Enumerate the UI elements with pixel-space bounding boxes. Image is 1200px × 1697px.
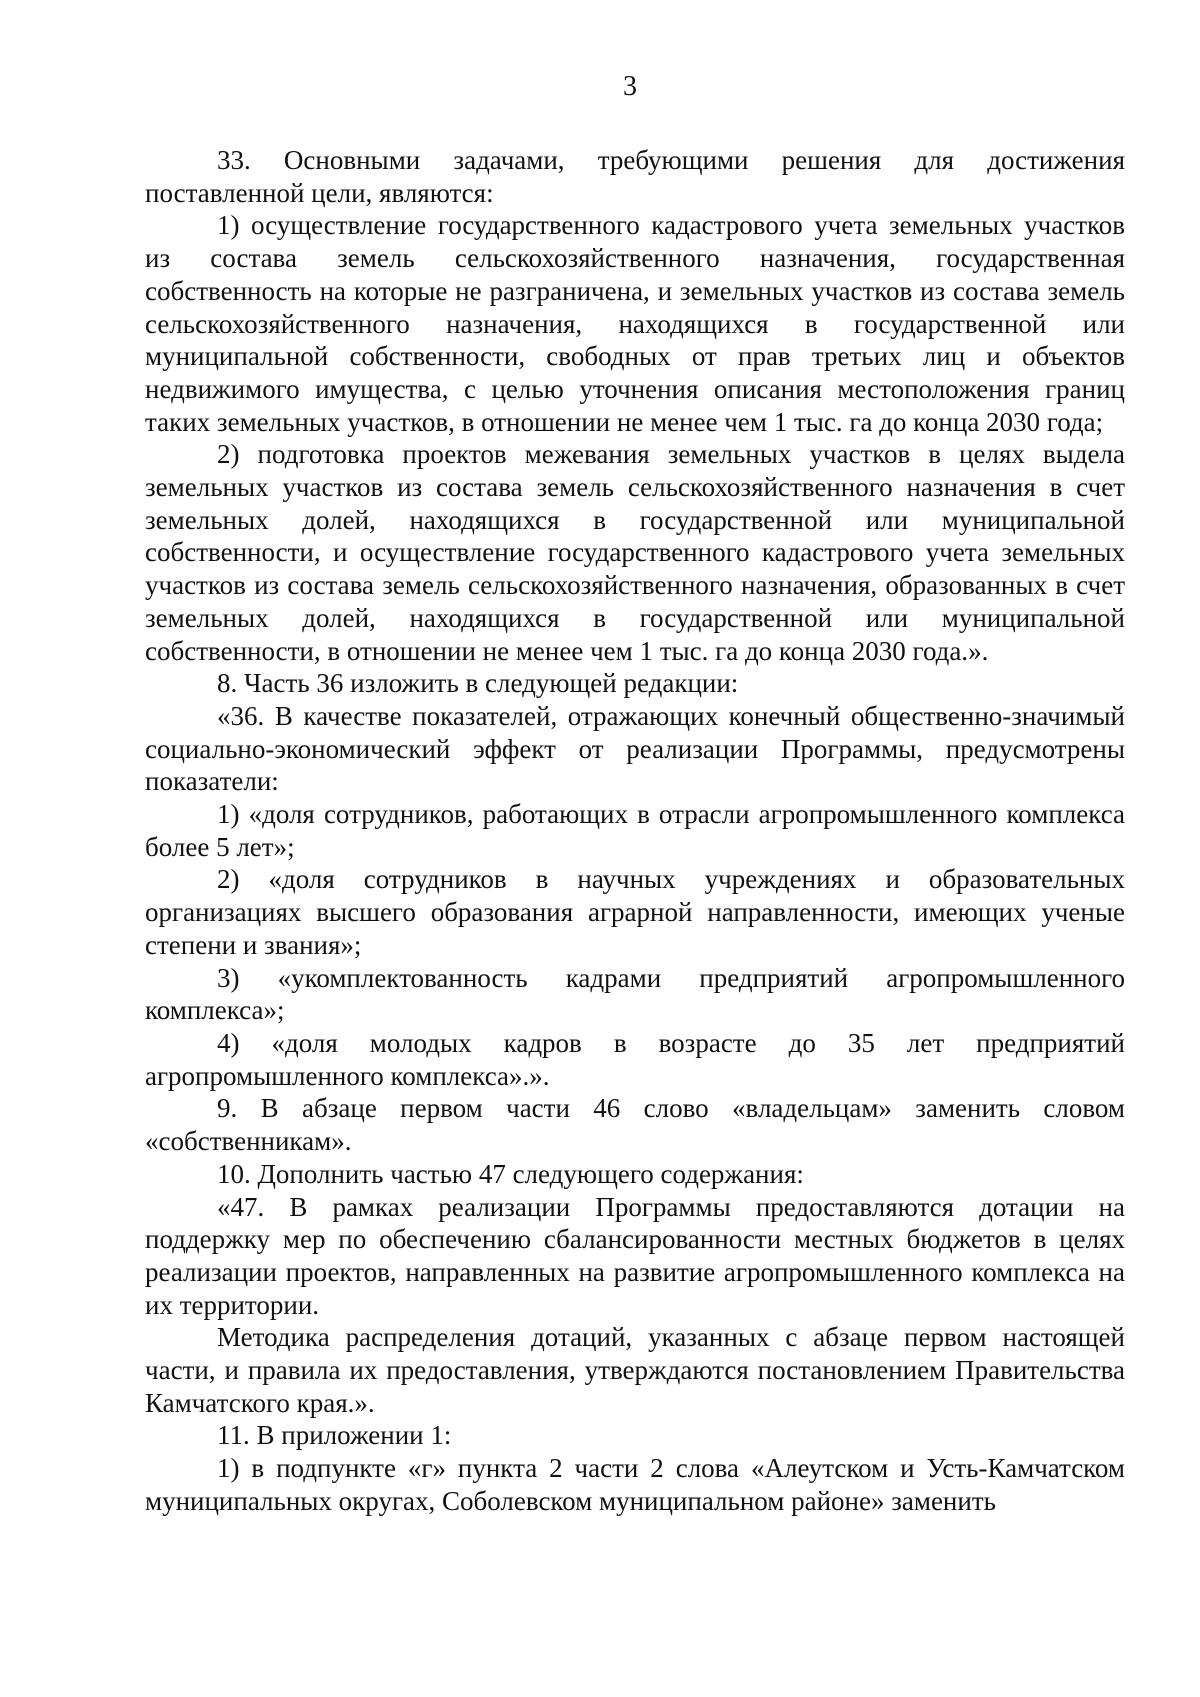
paragraph-47: «47. В рамках реализации Программы предоставляются дотации на поддержку мер по обеспечению сбалансированности местных бюджетов в целях реализации проектов, направленных на развитие агропромышленного комплекса на их территории. bbox=[145, 1191, 1125, 1320]
page-number: 3 bbox=[623, 71, 637, 102]
paragraph-36: «36. В качестве показателей, отражающих конечный общественно-значимый социально-экономический эффект от реализации Программы, предусмотрены показатели: bbox=[145, 700, 1125, 797]
document-body bbox=[145, 144, 1125, 1518]
paragraph-9: 9. В абзаце первом части 46 слово «владельцам» заменить словом «собственникам». bbox=[145, 1093, 1125, 1157]
paragraph-36-item-3: 3) «укомплектованность кадрами предприятий агропромышленного комплекса»; bbox=[145, 962, 1125, 1026]
paragraph-33-item-1: 1) осуществление государственного кадастрового учета земельных участков из состава земель сельскохозяйственного назначения, государственная собственность на которые не разграничена, и земельных участков из состава земель сельскохозяйственного назначения, находящихся в государственной или муниципальной собственности, свободных от прав третьих лиц и объектов недвижимого имущества, с целью уточнения описания местоположения границ таких земельных участков, в отношении не менее чем 1 тыс. га до конца 2030 года; bbox=[145, 210, 1125, 437]
paragraph-36-item-1: 1) «доля сотрудников, работающих в отрасли агропромышленного комплекса более 5 лет»; bbox=[145, 799, 1125, 862]
paragraph-11-item-1: 1) в подпункте «г» пункта 2 части 2 слова «Алеутском и Усть-Камчатском муниципальных округах, Соболевском муниципальном районе» заменить bbox=[145, 1453, 1125, 1516]
paragraph-33: 33. Основными задачами, требующими решения для достижения поставленной цели, являются: bbox=[145, 145, 1125, 208]
paragraph-33-item-2: 2) подготовка проектов межевания земельных участков в целях выдела земельных участков из состава земель сельскохозяйственного назначения в счет земельных долей, находящихся в государственной или муниципальной собственности, и осуществление государственного кадастрового учета земельных участков из состава земель сельскохозяйственного назначения, образованных в счет земельных долей, находящихся в государственной или муниципальной собственности, в отношении не менее чем 1 тыс. га до конца 2030 года.». bbox=[145, 439, 1125, 666]
paragraph-10: 10. Дополнить частью 47 следующего содержания: bbox=[217, 1158, 804, 1189]
paragraph-36-item-4: 4) «доля молодых кадров в возрасте до 35 лет предприятий агропромышленного комплекса».». bbox=[145, 1027, 1125, 1091]
paragraph-8: 8. Часть 36 изложить в следующей редакции: bbox=[217, 668, 739, 699]
paragraph-36-item-2: 2) «доля сотрудников в научных учреждениях и образовательных организациях высшего образования аграрной направленности, имеющих ученые степени и звания»; bbox=[145, 864, 1125, 960]
paragraph-47-methodology: Методика распределения дотаций, указанных с абзаце первом настоящей части, и правила их предоставления, утверждаются постановлением Правительства Камчатского края.». bbox=[145, 1322, 1125, 1418]
paragraph-11: 11. В приложении 1: bbox=[217, 1420, 452, 1451]
